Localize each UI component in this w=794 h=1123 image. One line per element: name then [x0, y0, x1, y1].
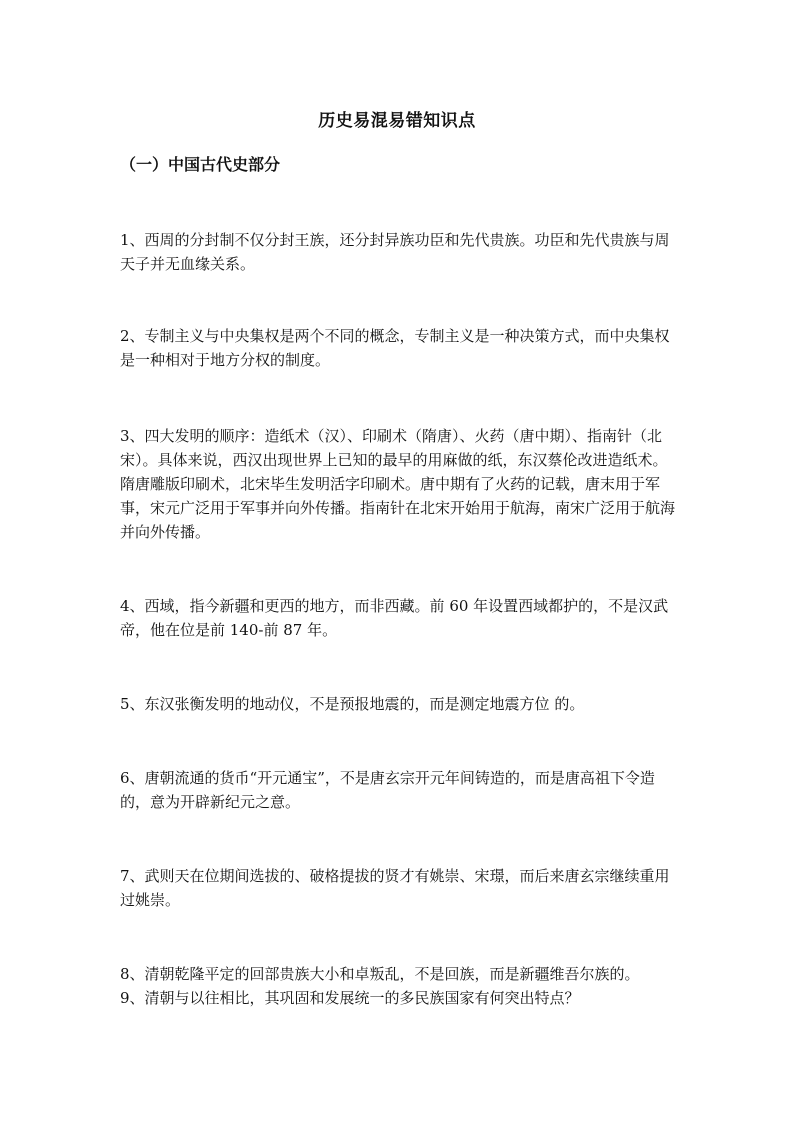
paragraph-7: 7、武则天在位期间选拔的、破格提拔的贤才有姚崇、宋璟，而后来唐玄宗继续重用过姚崇。	[120, 867, 670, 909]
section-heading: （一）中国古代史部分	[120, 155, 281, 174]
paragraph-4: 4、西域，指今新疆和更西的地方，而非西藏。前 60 年设置西域都护的，不是汉武帝，他在位是前 140-前 87 年。	[120, 597, 669, 639]
paragraph-1: 1、西周的分封制不仅分封王族，还分封异族功臣和先代贵族。功臣和先代贵族与周天子并无血缘关系。	[120, 231, 670, 273]
paragraph-8: 8、清朝乾隆平定的回部贵族大小和卓叛乱，不是回族，而是新疆维吾尔族的。	[120, 965, 640, 983]
paragraph-3: 3、四大发明的顺序：造纸术（汉）、印刷术（隋唐）、火药（唐中期）、指南针（北宋）。具体来说，西汉出现世界上已知的最早的用麻做的纸，东汉蔡伦改进造纸术。隋唐雕版印刷术，北宋毕生发明活字印刷术。唐中期有了火药的记载，唐末用于军事，宋元广泛用于军事并向外传播。指南针在北宋开始用于航海，南宋广泛用于航海并向外传播。	[120, 427, 676, 541]
paragraph-2: 2、专制主义与中央集权是两个不同的概念，专制主义是一种决策方式，而中央集权是一种相对于地方分权的制度。	[120, 327, 670, 369]
document-title: 历史易混易错知识点	[318, 111, 476, 131]
paragraph-5: 5、东汉张衡发明的地动仪，不是预报地震的，而是测定地震方位 的。	[120, 695, 585, 713]
paragraph-6: 6、唐朝流通的货币“开元通宝”，不是唐玄宗开元年间铸造的，而是唐高祖下令造的，意为开辟新纪元之意。	[120, 769, 655, 811]
paragraph-9: 9、清朝与以往相比，其巩固和发展统一的多民族国家有何突出特点？	[120, 989, 580, 1007]
